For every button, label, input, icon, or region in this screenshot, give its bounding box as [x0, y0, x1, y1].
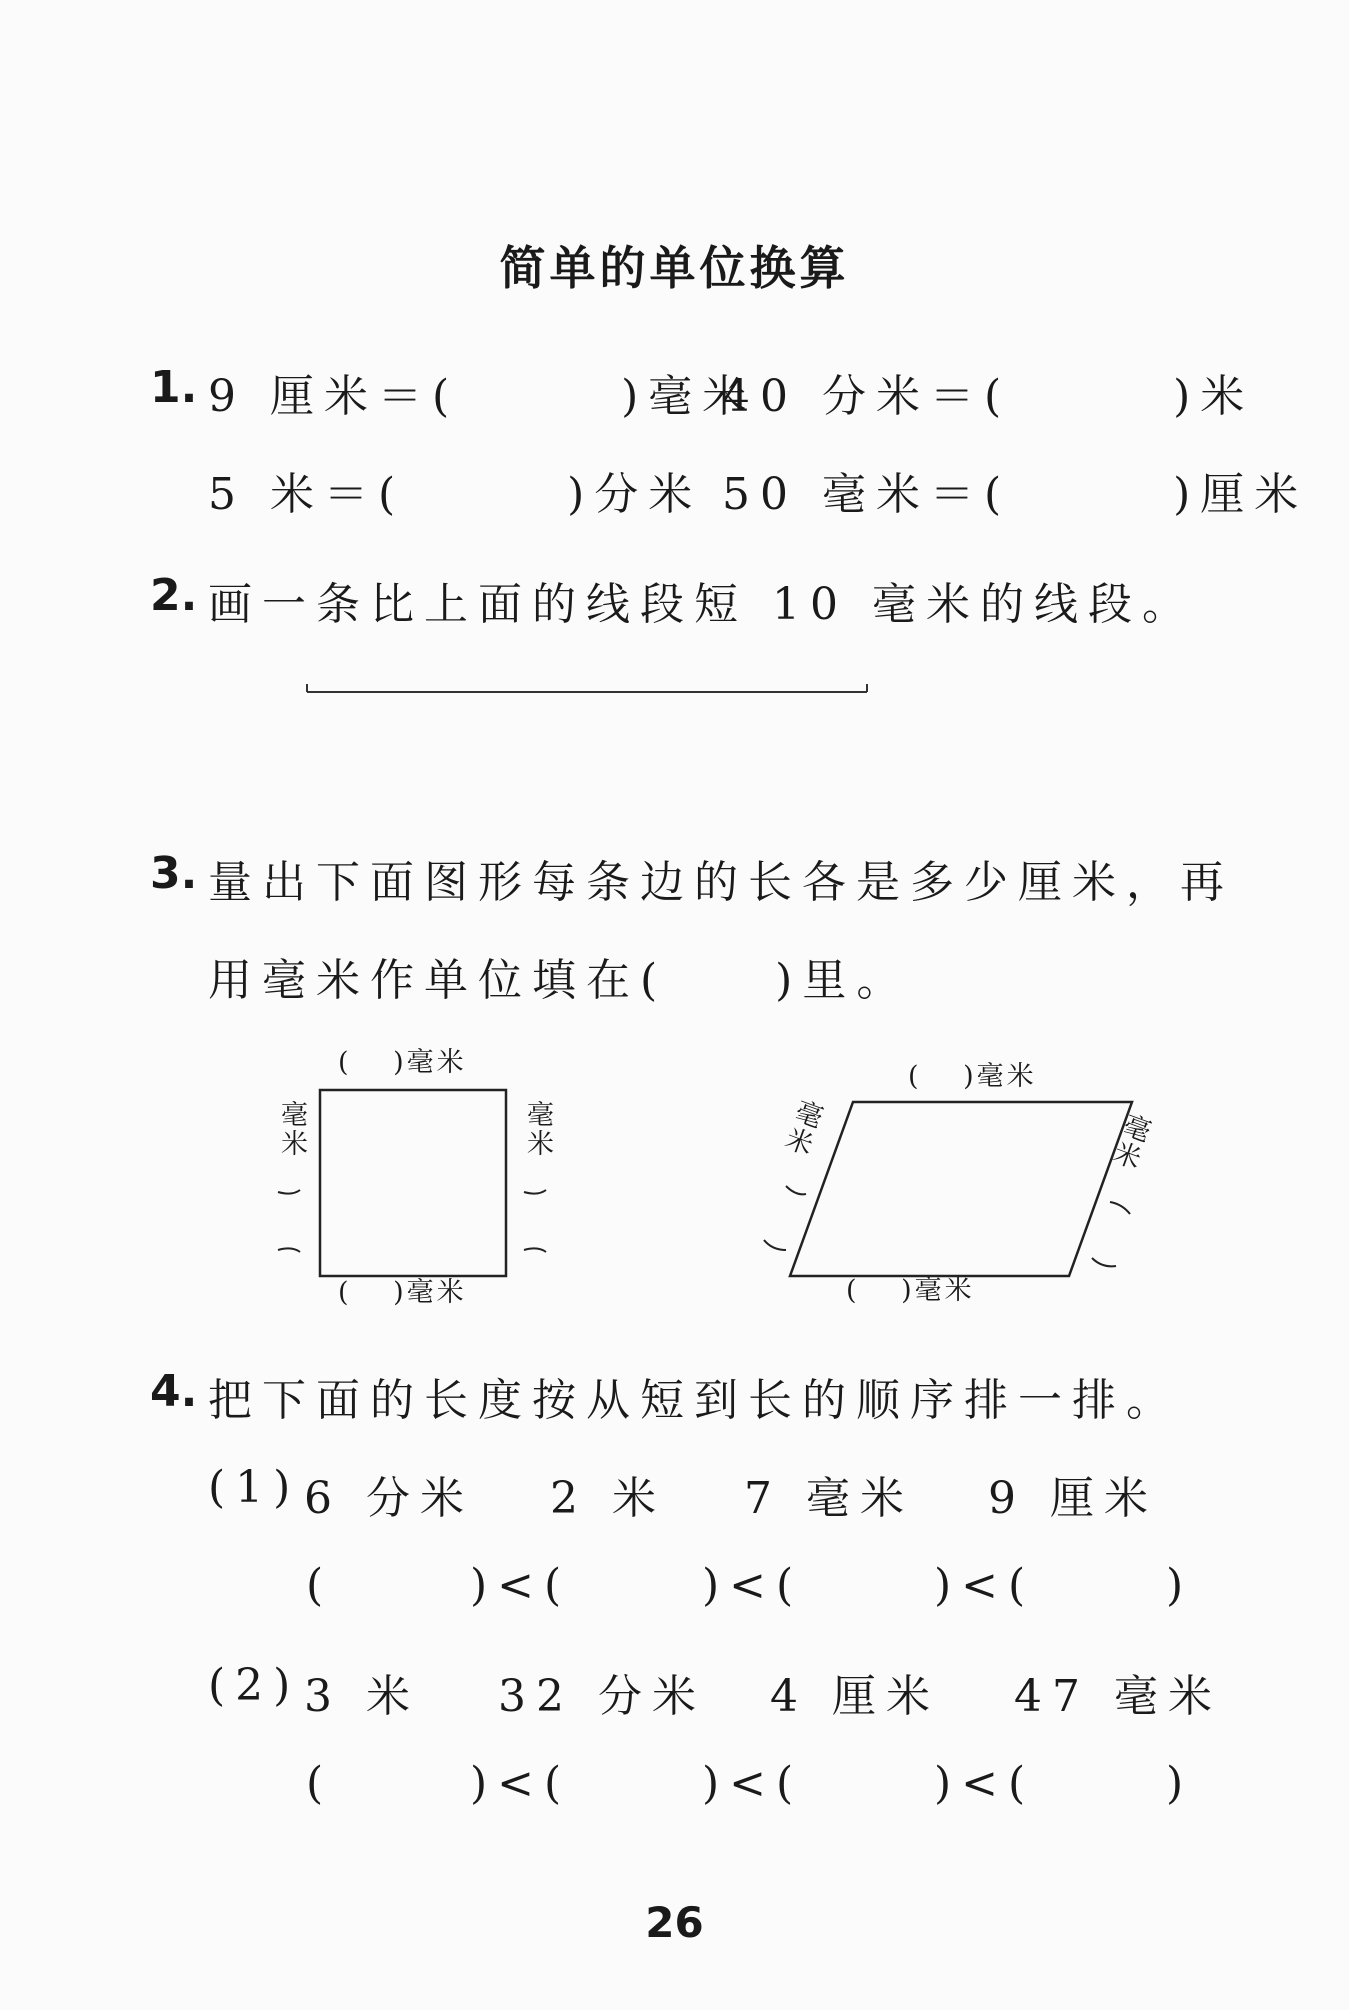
q4-part-2-blank: )<(	[470, 1758, 572, 1809]
q4-part-2-blank: )<(	[934, 1758, 1036, 1809]
q4-part-1-item: 6 分米	[304, 1473, 474, 1524]
q4-part-2-item: 3 米	[304, 1671, 420, 1722]
q1-item-b: 40 分米＝( )米	[722, 371, 1255, 422]
q4-part-1-item: 7 毫米	[744, 1473, 914, 1524]
square-bottom-label: ( )毫米	[338, 1277, 467, 1308]
q4-part-1-blank: )<(	[470, 1560, 572, 1611]
para-left-close-paren	[764, 1240, 786, 1250]
q4-part-2-item: 4 厘米	[770, 1671, 940, 1722]
parallelogram-left-label: 毫米	[777, 1094, 826, 1160]
q4-part-2-blank: (	[306, 1758, 334, 1809]
parallelogram-figure	[790, 1102, 1132, 1276]
square-top-label: ( )毫米	[338, 1047, 467, 1078]
para-right-open-paren	[1110, 1202, 1130, 1214]
q4-part-2-item: 32 分米	[498, 1671, 706, 1722]
para-right-close-paren	[1092, 1258, 1116, 1266]
q4-part-1-blank: (	[306, 1560, 334, 1611]
q1-item-c: 5 米＝( )分米	[208, 469, 703, 520]
square-figure	[320, 1090, 506, 1276]
question-3-line-2: 用毫米作单位填在( )里。	[208, 955, 911, 1006]
q4-part-2-label: (2)	[208, 1660, 301, 1711]
square-right-close-paren	[524, 1248, 546, 1252]
question-4-text: 把下面的长度按从短到长的顺序排一排。	[208, 1375, 1180, 1426]
page-title: 简单的单位换算	[499, 241, 850, 295]
question-3-line-1: 量出下面图形每条边的长各是多少厘米，再	[208, 857, 1234, 908]
q4-part-1-blank: )	[1166, 1560, 1194, 1611]
q4-part-1-item: 2 米	[550, 1473, 666, 1524]
square-right-open-paren	[524, 1190, 546, 1194]
square-left-open-paren	[278, 1190, 300, 1194]
parallelogram-right-label: 毫米	[1105, 1108, 1154, 1174]
square-left-close-paren	[278, 1248, 300, 1252]
question-1-number: 1.	[150, 362, 198, 413]
q4-part-1-blank: )<(	[934, 1560, 1036, 1611]
question-2-number: 2.	[150, 570, 198, 621]
q4-part-2-item: 47 毫米	[1014, 1671, 1222, 1722]
parallelogram-top-label: ( )毫米	[908, 1061, 1037, 1092]
q4-part-2-blank: )<(	[702, 1758, 804, 1809]
q1-item-a: 9 厘米＝( )毫米	[208, 371, 757, 422]
parallelogram-bottom-label: ( )毫米	[846, 1275, 975, 1306]
q4-part-1-item: 9 厘米	[988, 1473, 1158, 1524]
square-right-label: 毫米	[522, 1100, 553, 1158]
question-2-text: 画一条比上面的线段短 10 毫米的线段。	[208, 579, 1196, 630]
question-3-number: 3.	[150, 848, 198, 899]
para-left-open-paren	[786, 1186, 806, 1194]
q4-part-1-blank: )<(	[702, 1560, 804, 1611]
question-4-number: 4.	[150, 1366, 198, 1417]
square-left-label: 毫米	[276, 1100, 307, 1158]
q1-item-d: 50 毫米＝( )厘米	[722, 469, 1309, 520]
q4-part-1-label: (1)	[208, 1462, 301, 1513]
page-number: 26	[645, 1898, 704, 1947]
q4-part-2-blank: )	[1166, 1758, 1194, 1809]
